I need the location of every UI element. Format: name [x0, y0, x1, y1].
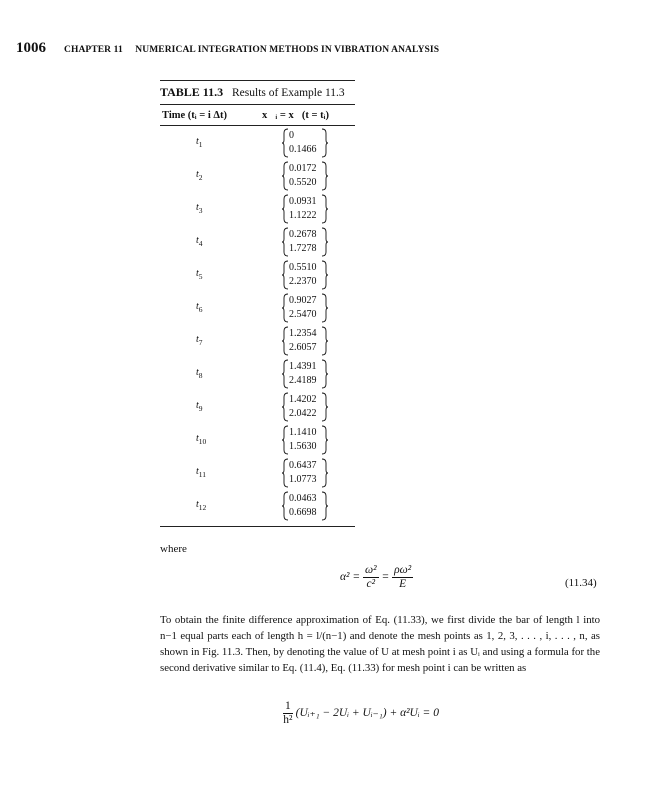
- table-header-row: [160, 104, 355, 126]
- time-symbol: t: [196, 367, 199, 378]
- eq1-fraction-1: [363, 564, 379, 591]
- time-cell: [160, 268, 264, 281]
- table-caption-text: Results of Example 11.3: [232, 87, 345, 99]
- time-symbol: t: [196, 136, 199, 147]
- eq1-f2-denominator: E: [399, 578, 407, 590]
- vector-cell: [282, 458, 328, 488]
- vector-cell: [282, 194, 328, 224]
- running-header: [16, 40, 439, 60]
- time-cell: [160, 334, 264, 347]
- left-brace: [282, 195, 288, 223]
- vector-cell: [282, 260, 328, 290]
- eq1-equals: =: [381, 571, 390, 584]
- vector-component-1: 0: [289, 129, 294, 141]
- right-brace: [322, 195, 328, 223]
- time-symbol: t: [196, 400, 199, 411]
- left-brace: [282, 261, 288, 289]
- table-row: [160, 159, 355, 192]
- time-index: 1: [198, 140, 203, 149]
- time-index: 7: [198, 338, 203, 347]
- equation-number: (11.34): [565, 577, 597, 589]
- time-index: 11: [198, 470, 207, 479]
- time-cell: [160, 136, 264, 149]
- time-symbol: t: [196, 499, 199, 510]
- table-row: [160, 126, 355, 159]
- right-brace: [322, 228, 328, 256]
- eq2-denominator: h²: [283, 714, 293, 726]
- time-cell: [160, 466, 264, 479]
- vector-component-1: 0.0463: [289, 492, 317, 504]
- vector-cell: [282, 359, 328, 389]
- right-brace: [322, 261, 328, 289]
- vector-component-2: 0.5520: [289, 176, 317, 188]
- eq1-f1-denominator: c²: [366, 578, 376, 590]
- column-header-time: Time (tᵢ = i Δt): [162, 109, 227, 121]
- table-row: [160, 291, 355, 324]
- time-index: 3: [198, 206, 203, 215]
- time-symbol: t: [196, 466, 199, 477]
- table-row: [160, 423, 355, 456]
- vector-component-2: 2.5470: [289, 308, 317, 320]
- left-brace: [282, 492, 288, 520]
- vector-component-1: 0.6437: [289, 459, 317, 471]
- eq1-fraction-2: [392, 564, 413, 591]
- time-index: 8: [198, 371, 203, 380]
- left-brace: [282, 459, 288, 487]
- vector-component-2: 2.4189: [289, 374, 317, 386]
- time-cell: [160, 400, 264, 413]
- vector-cell: [282, 491, 328, 521]
- table-row: [160, 357, 355, 390]
- vector-cell: [282, 425, 328, 455]
- table-body: [160, 126, 355, 527]
- time-symbol: t: [196, 301, 199, 312]
- time-index: 10: [198, 437, 207, 446]
- vector-component-2: 1.1222: [289, 209, 317, 221]
- eq1-lhs: α² =: [340, 571, 361, 584]
- vector-component-2: 0.1466: [289, 143, 317, 155]
- vector-component-2: 1.7278: [289, 242, 317, 254]
- left-brace: [282, 162, 288, 190]
- eq2-fraction: [283, 700, 293, 727]
- vector-cell: [282, 161, 328, 191]
- left-brace: [282, 327, 288, 355]
- time-cell: [160, 433, 264, 446]
- table-row: [160, 324, 355, 357]
- time-cell: [160, 235, 264, 248]
- chapter-title: NUMERICAL INTEGRATION METHODS IN VIBRATION ANALYSIS: [135, 45, 440, 55]
- eq2-body: (Uᵢ₊₁ − 2Uᵢ + Uᵢ₋₁) + α²Uᵢ = 0: [295, 707, 439, 720]
- eq1-f2-numerator: ρω²: [394, 564, 412, 576]
- vector-component-1: 0.2678: [289, 228, 317, 240]
- table-caption: [160, 80, 355, 104]
- difference-equation: [283, 700, 483, 732]
- left-brace: [282, 294, 288, 322]
- time-symbol: t: [196, 334, 199, 345]
- running-head: [64, 45, 439, 55]
- table-row: [160, 225, 355, 258]
- time-symbol: t: [196, 268, 199, 279]
- right-brace: [322, 129, 328, 157]
- results-table: [160, 80, 355, 527]
- vector-component-2: 2.6057: [289, 341, 317, 353]
- column-header-value: x⃗ᵢ = x⃗(t = tᵢ): [262, 109, 330, 121]
- time-cell: [160, 499, 264, 512]
- time-cell: [160, 301, 264, 314]
- time-symbol: t: [196, 235, 199, 246]
- eq1-f1-numerator: ω²: [365, 564, 377, 576]
- right-brace: [322, 294, 328, 322]
- body-paragraph: To obtain the finite difference approximation of Eq. (11.33), we first divide the bar of length l into n−1 equal parts each of length h = l/(n−1) and denote the mesh points as 1, 2, 3, . . . , i, . . . , n, as shown in Fig. 11.3. Then, by denoting the value of U at mesh point i as Uᵢ and using a formula for the second derivative similar to Eq. (11.4), Eq. (11.33) for mesh point i can be written as: [160, 614, 600, 674]
- left-brace: [282, 393, 288, 421]
- chapter-label: CHAPTER 11: [64, 45, 123, 55]
- left-brace: [282, 360, 288, 388]
- page-number: 1006: [16, 40, 46, 56]
- time-symbol: t: [196, 169, 199, 180]
- table-row: [160, 258, 355, 291]
- time-symbol: t: [196, 202, 199, 213]
- left-brace: [282, 129, 288, 157]
- right-brace: [322, 162, 328, 190]
- vector-component-2: 0.6698: [289, 506, 317, 518]
- equation-11-34: [340, 564, 480, 600]
- table-row: [160, 489, 355, 522]
- right-brace: [322, 459, 328, 487]
- time-index: 2: [198, 173, 203, 182]
- vector-component-2: 2.0422: [289, 407, 317, 419]
- time-index: 4: [198, 239, 203, 248]
- time-index: 9: [198, 404, 203, 413]
- vector-component-1: 0.0931: [289, 195, 317, 207]
- vector-component-1: 0.5510: [289, 261, 317, 273]
- vector-cell: [282, 227, 328, 257]
- vector-component-1: 0.9027: [289, 294, 317, 306]
- where-label: where: [160, 543, 187, 555]
- right-brace: [322, 426, 328, 454]
- vector-component-1: 1.4391: [289, 360, 317, 372]
- left-brace: [282, 228, 288, 256]
- right-brace: [322, 360, 328, 388]
- time-cell: [160, 202, 264, 215]
- time-cell: [160, 367, 264, 380]
- table-row: [160, 456, 355, 489]
- vector-component-1: 1.1410: [289, 426, 317, 438]
- vector-component-1: 1.4202: [289, 393, 317, 405]
- time-cell: [160, 169, 264, 182]
- left-brace: [282, 426, 288, 454]
- vector-cell: [282, 326, 328, 356]
- table-row: [160, 192, 355, 225]
- vector-component-2: 1.5630: [289, 440, 317, 452]
- time-symbol: t: [196, 433, 199, 444]
- table-row: [160, 390, 355, 423]
- vector-component-1: 0.0172: [289, 162, 317, 174]
- right-brace: [322, 393, 328, 421]
- vector-cell: [282, 128, 328, 158]
- vector-component-2: 2.2370: [289, 275, 317, 287]
- right-brace: [322, 492, 328, 520]
- vector-component-1: 1.2354: [289, 327, 317, 339]
- table-label: TABLE 11.3: [160, 85, 224, 99]
- time-index: 5: [198, 272, 203, 281]
- vector-cell: [282, 293, 328, 323]
- time-index: 12: [198, 503, 207, 512]
- time-index: 6: [198, 305, 203, 314]
- eq2-numerator: 1: [285, 700, 291, 712]
- vector-component-2: 1.0773: [289, 473, 317, 485]
- vector-cell: [282, 392, 328, 422]
- right-brace: [322, 327, 328, 355]
